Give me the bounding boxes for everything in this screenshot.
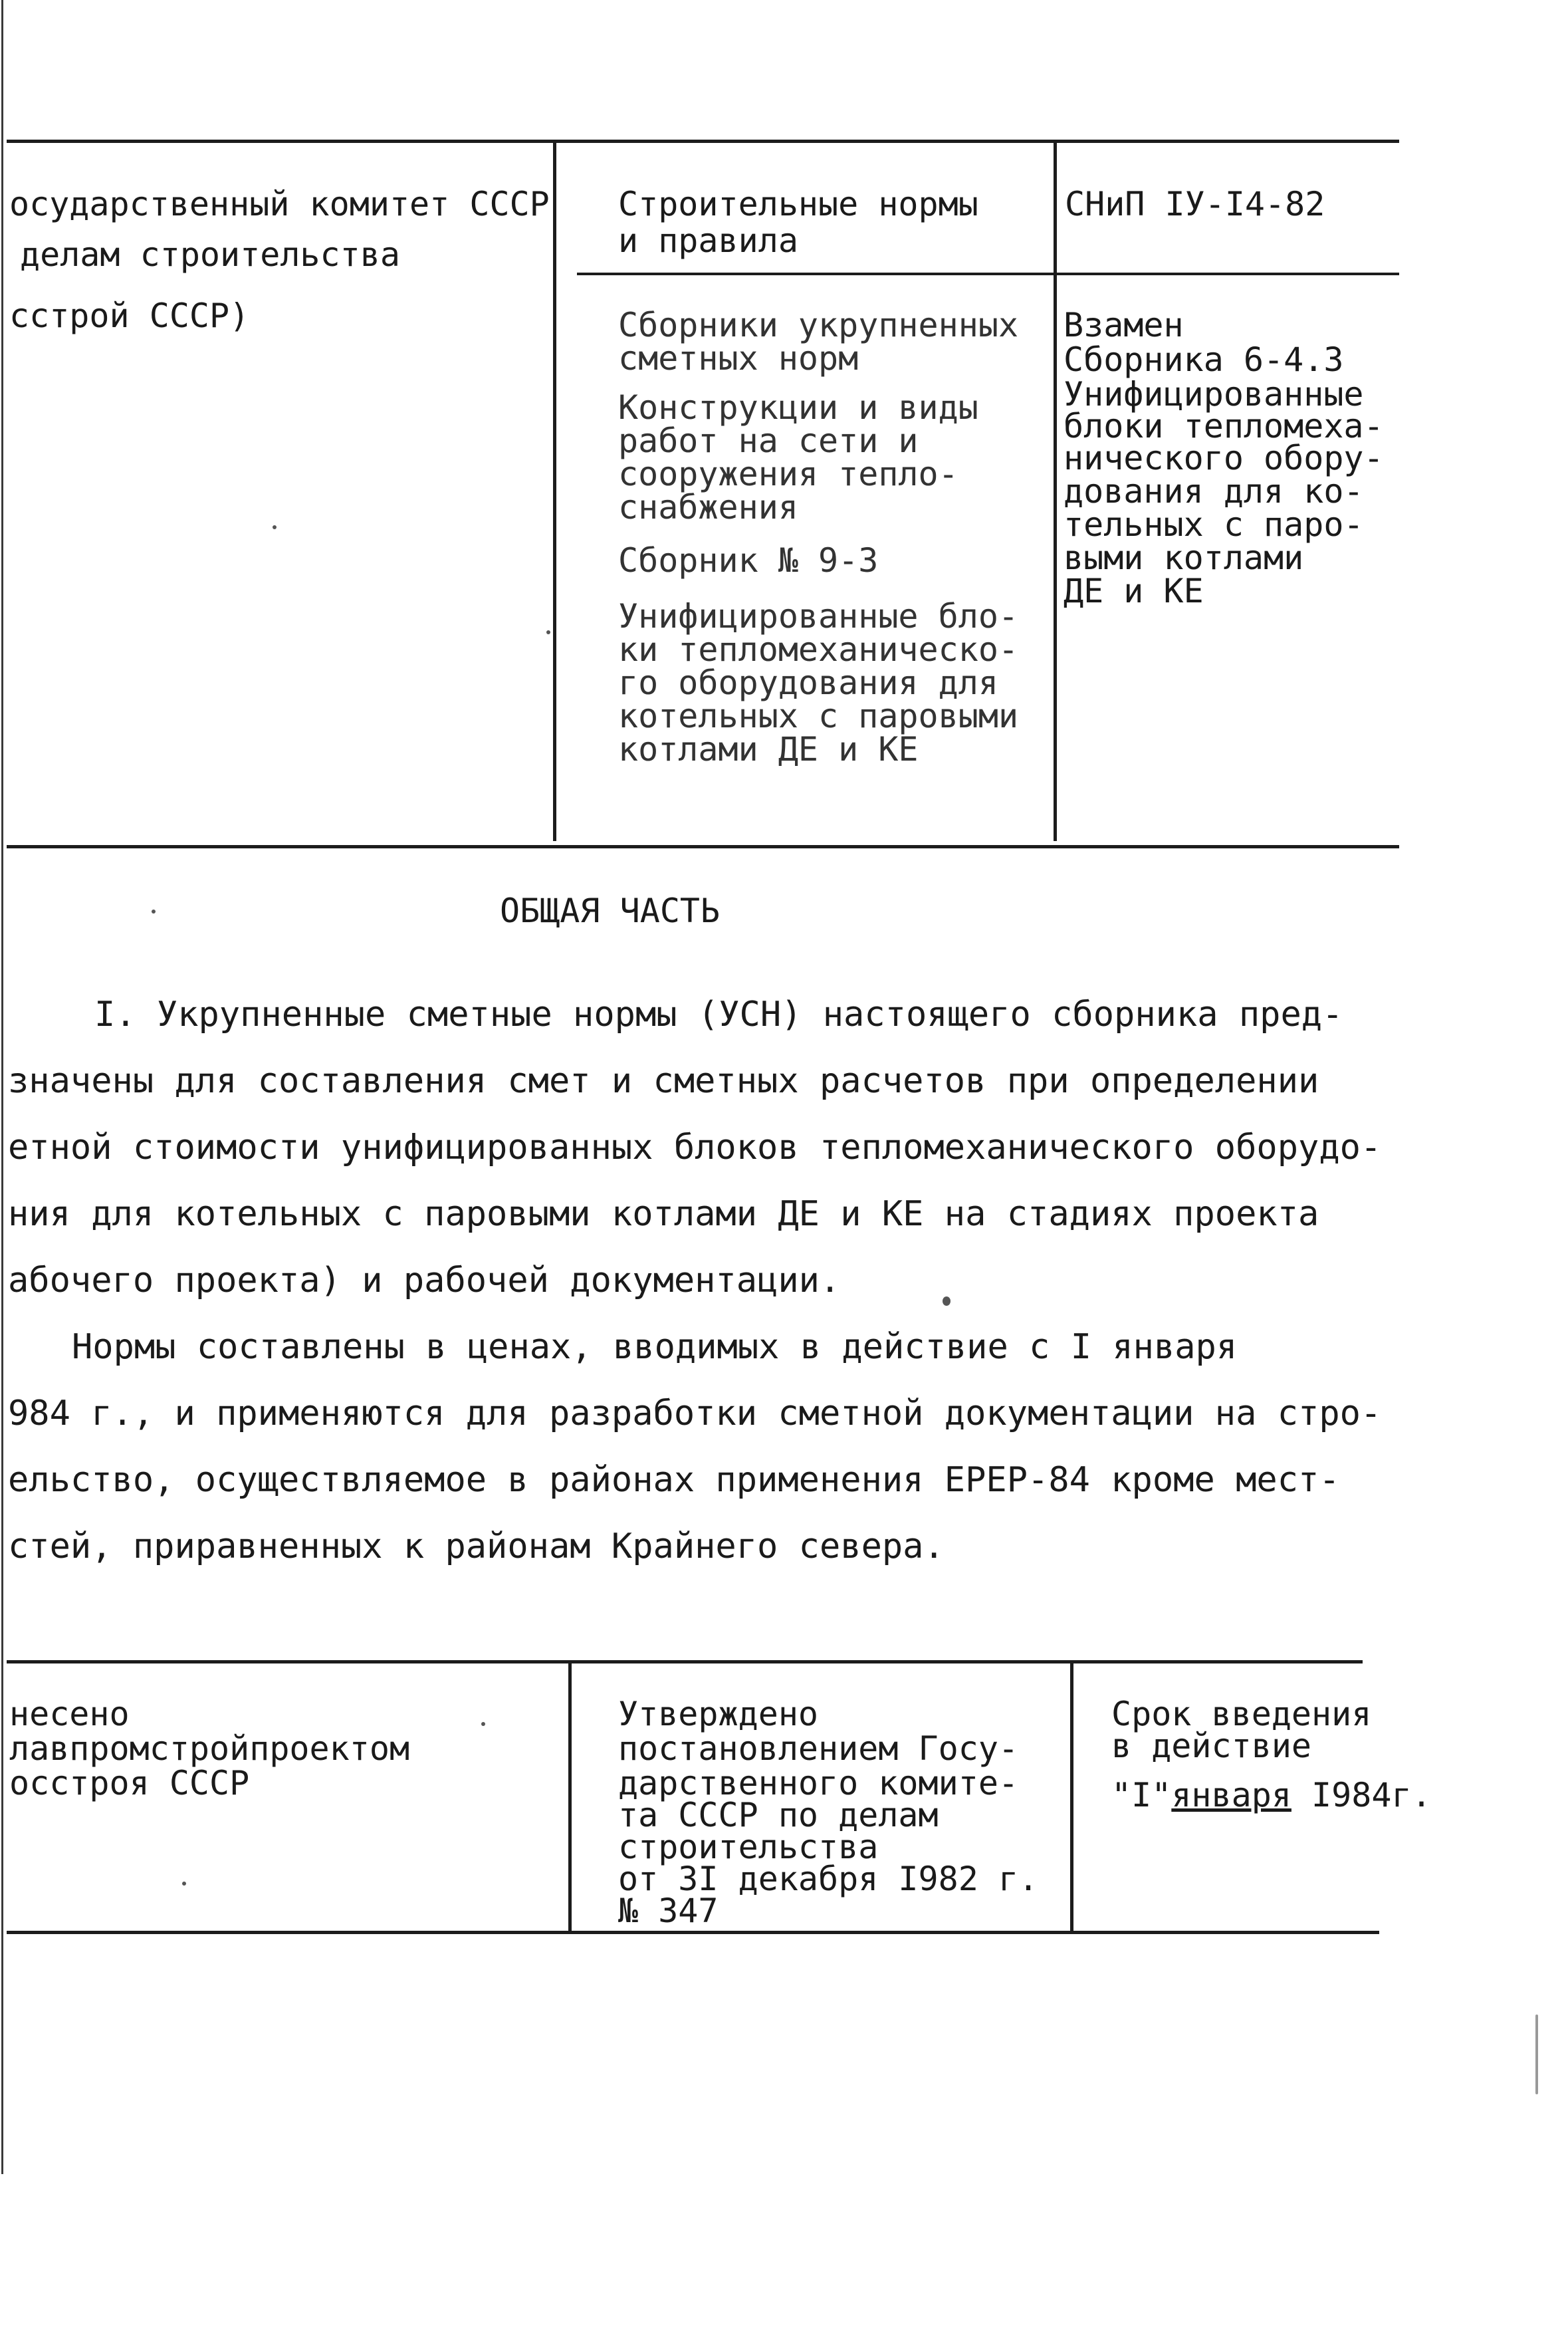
submitted-line-2: лавпромстройпроектом [9,1729,410,1768]
issuer-line-2: делам строительства [20,235,400,274]
doc-code: СНиП IУ-I4-82 [1065,185,1325,223]
collection-section-line-1: Конструкции и виды [618,388,978,427]
replaces-line-8: выми котлами [1064,539,1304,577]
submitted-line-3: осстроя СССР [9,1764,250,1802]
scan-speck [1535,2015,1538,2094]
footer-divider-right [1070,1662,1073,1933]
collection-series-line-1: Сборники укрупненных [618,306,1019,344]
collection-title-line-1: Унифицированные бло- [618,597,1019,636]
effective-date-year: I984г. [1291,1776,1432,1814]
replaces-line-7: тельных с паро- [1064,505,1364,544]
effective-date-month: января [1171,1776,1291,1814]
collection-title-line-3: го оборудования для [618,664,998,702]
paragraph-1-line-2: значены для составления смет и сметных расчетов при определении [8,1061,1319,1101]
collection-title-line-5: котлами ДЕ и КЕ [618,730,919,769]
approved-line-7: № 347 [618,1892,719,1930]
paragraph-2-line-4: стей, приравненных к районам Крайнего севера. [8,1527,945,1566]
footer-bottom-rule [7,1931,1379,1934]
effective-line-2: в действие [1111,1727,1312,1765]
submitted-line-1: несено [9,1695,130,1733]
collection-section-line-2: работ на сети и [618,422,919,460]
issuer-line-3: сстрой СССР) [9,297,250,335]
approved-line-1: Утверждено [618,1695,819,1733]
collection-section-line-4: снабжения [618,488,798,527]
replaces-line-2: Сборника 6-4.3 [1064,340,1344,379]
paragraph-1-line-4: ния для котельных с паровыми котлами ДЕ и КЕ на стадиях проекта [8,1194,1319,1234]
effective-line-1: Срок введения [1111,1695,1372,1733]
doc-type-line-2: и правила [618,221,798,260]
header-divider-left [553,141,556,841]
header-bottom-rule [7,845,1399,848]
replaces-line-4: блоки тепломеха- [1064,407,1384,445]
approved-line-3: дарственного комите- [618,1764,1019,1802]
paragraph-1-line-5: абочего проекта) и рабочей документации. [8,1261,841,1300]
replaces-line-3: Унифицированные [1064,375,1364,414]
replaces-line-5: нического обору- [1064,439,1384,477]
scan-speck [152,910,156,914]
footer-divider-left [568,1662,572,1933]
effective-date [1111,1778,1432,1812]
replaces-line-6: дования для ко- [1064,472,1364,511]
replaces-line-1: Взамен [1064,306,1184,344]
approved-line-2: постановлением Госу- [618,1729,1019,1768]
header-divider-right [1054,141,1057,841]
issuer-line-1: осударственный комитет СССР [9,185,550,223]
paragraph-1-line-1: I. Укрупненные сметные нормы (УСН) настоящего сборника пред- [94,995,1343,1035]
approved-line-4: та СССР по делам [618,1796,939,1834]
approved-line-6: от 3I декабря I982 г. [618,1860,1039,1898]
scan-speck [481,1722,485,1726]
scan-speck [546,630,550,634]
paragraph-2-line-1: Нормы составлены в ценах, вводимых в действие с I января [72,1327,1238,1367]
scan-speck [273,525,277,529]
collection-title-line-2: ки тепломеханическо- [618,630,1019,669]
collection-number: Сборник № 9-3 [618,541,879,580]
doc-type-line-1: Строительные нормы [618,185,978,223]
paragraph-2-line-3: ельство, осуществляемое в районах применения ЕРЕР-84 кроме мест- [8,1460,1340,1500]
header-top-rule [7,140,1399,143]
collection-series-line-2: сметных норм [618,339,859,378]
replaces-line-9: ДЕ и КЕ [1064,572,1204,610]
header-inner-rule [577,273,1399,275]
paragraph-1-line-3: етной стоимости унифицированных блоков тепломеханического оборудо- [8,1128,1382,1168]
ink-dot [943,1296,951,1306]
footer-top-rule [7,1660,1363,1663]
effective-date-day: "I" [1111,1776,1172,1814]
approved-line-5: строительства [618,1828,879,1866]
section-title: ОБЩАЯ ЧАСТЬ [500,892,721,930]
paragraph-2-line-2: 984 г., и применяются для разработки сметной документации на стро- [8,1394,1382,1433]
collection-title-line-4: котельных с паровыми [618,697,1019,735]
scan-speck [182,1882,186,1886]
collection-section-line-3: сооружения тепло- [618,455,958,493]
scan-left-edge [1,0,3,2174]
